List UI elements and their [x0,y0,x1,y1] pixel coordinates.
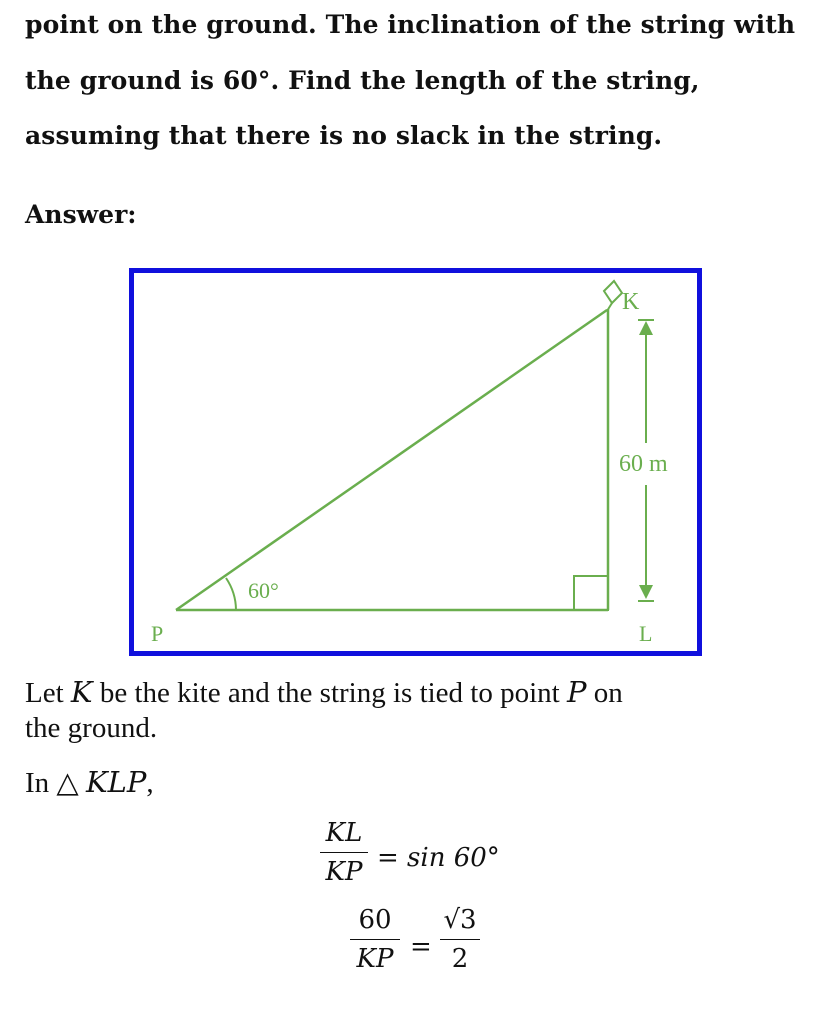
triangle-figure [129,268,702,656]
eq2-fraction-left [350,905,400,974]
eq2-rhs-denominator: 2 [451,944,469,974]
question-line-3: assuming that there is no slack in the string. [25,121,663,150]
solution-line-1 [25,674,623,711]
fraction-bar [440,939,480,940]
angle-label: 60° [248,578,279,603]
arrow-head-down [639,585,653,599]
label-p: P [151,621,164,646]
text-segment: be the kite and the string is tied to point [92,677,567,709]
text-segment: on [586,677,623,709]
triangle-name: KLP [85,765,147,799]
text-segment: In △ [25,767,86,799]
arrow-head-up [639,321,653,335]
eq2-fraction-right [440,905,480,974]
string-line [176,310,607,610]
answer-label: Answer: [25,200,137,229]
right-angle-marker [574,576,608,610]
eq2-rhs-numerator: √3 [443,905,477,935]
height-label: 60 m [619,451,668,477]
question-line-2: the ground is 60°. Find the length of the string, [25,66,700,95]
triangle-diagram [134,273,697,651]
label-k: K [622,289,640,315]
text-segment: , [146,767,154,799]
eq1-rhs: = sin 60° [377,843,500,873]
angle-arc [226,578,236,610]
solution-line-2: the ground. [25,712,158,744]
eq1-fraction [320,818,368,887]
solution-line-3 [25,764,154,801]
question-line-1: point on the ground. The inclination of the string with [25,10,796,39]
eq1-numerator: KL [325,818,363,848]
label-l: L [639,621,653,646]
var-k: K [70,675,93,709]
eq1-denominator: KP [325,857,363,887]
eq2-denominator: KP [356,944,394,974]
fraction-bar [350,939,400,940]
eq2-equals: = [410,932,432,962]
text-segment: Let [25,677,71,709]
var-p: P [566,675,587,709]
fraction-bar [320,852,368,853]
eq2-numerator: 60 [358,905,392,935]
kite-icon [604,281,622,311]
